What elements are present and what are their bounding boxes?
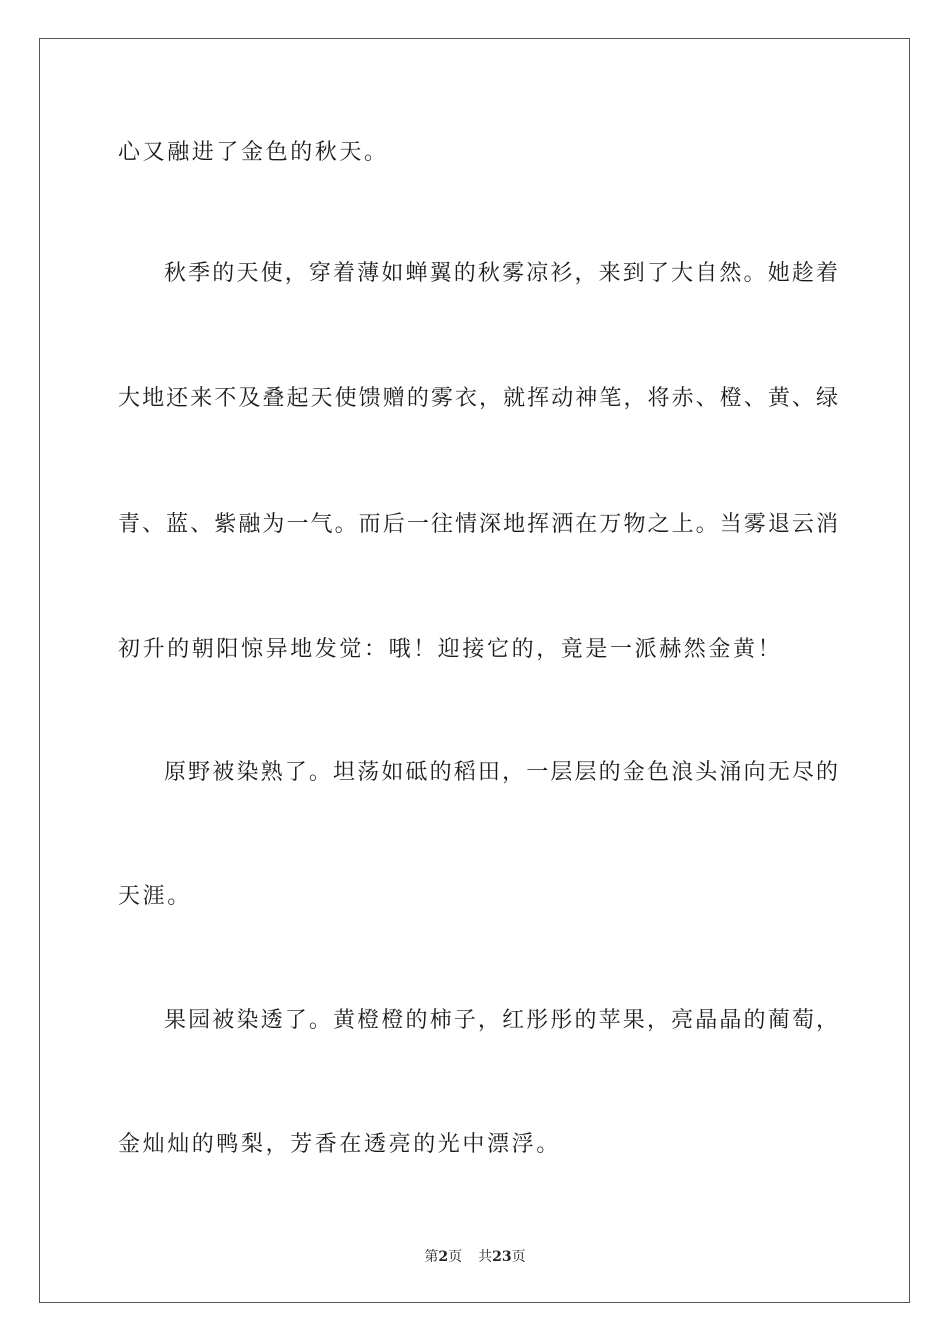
- total-pages-number: 23: [492, 1249, 512, 1265]
- text-line: 天涯。: [118, 884, 192, 909]
- total-pages-unit: 页: [511, 1249, 526, 1265]
- total-pages-prefix: 共: [478, 1249, 493, 1265]
- text-line: 金灿灿的鸭梨，芳香在透亮的光中漂浮。: [118, 1132, 561, 1157]
- text-line: 初升的朝阳惊异地发觉：哦！迎接它的，竟是一派赫然金黄！: [118, 637, 783, 662]
- page-unit: 页: [448, 1249, 463, 1265]
- text-line: 心又融进了金色的秋天。: [118, 140, 389, 165]
- text-line: 大地还来不及叠起天使馈赠的雾衣，就挥动神笔，将赤、橙、黄、绿: [118, 386, 838, 411]
- page-footer: [0, 1248, 950, 1266]
- page-border: [39, 38, 910, 1303]
- paragraph-start-line: 原野被染熟了。坦荡如砥的稻田，一层层的金色浪头涌向无尽的: [164, 760, 838, 785]
- paragraph-start-line: 果园被染透了。黄橙橙的柿子，红彤彤的苹果，亮晶晶的蔺萄，: [164, 1008, 838, 1033]
- paragraph-start-line: 秋季的天使，穿着薄如蝉翼的秋雾凉衫，来到了大自然。她趁着: [164, 261, 838, 286]
- current-page-number: 2: [438, 1249, 449, 1265]
- page-number-prefix: 第: [424, 1249, 439, 1265]
- text-line: 青、蓝、紫融为一气。而后一往情深地挥洒在万物之上。当雾退云消: [118, 512, 838, 537]
